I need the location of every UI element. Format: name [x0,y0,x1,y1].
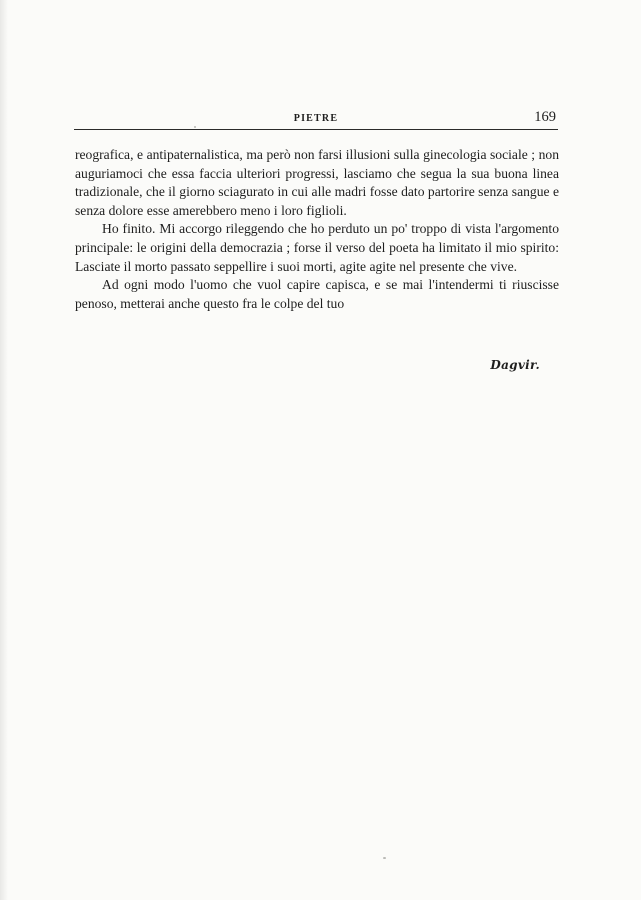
paragraph: Ad ogni modo l'uomo che vuol capire capisca, e se mai l'intendermi ti riuscisse penoso, metterai anche questo fra le colpe del tuo [75,277,559,311]
paper-speck [194,126,196,128]
page-number: 169 [534,109,556,125]
page-edge-shadow [0,0,8,900]
header-rule [74,129,558,130]
body-text [75,146,559,313]
author-signature: Dagvir. [490,358,540,372]
running-head: PIETRE [293,113,339,124]
paper-speck [383,857,386,859]
page-header [74,109,558,131]
paragraph-continuation: reografica, e antipaternalistica, ma però non farsi illusioni sulla ginecologia sociale ; non auguriamoci che essa faccia ulteriori progressi, lasciamo che segua la sua buona linea tradizionale, che il giorno sciagurato in cui alle madri fosse dato partorire senza sangue e senza dolore esse amerebbero meno i loro figlioli. [75,147,559,218]
paragraph: Ho finito. Mi accorgo rileggendo che ho perduto un po' troppo di vista l'argomento principale: le origini della democrazia ; forse il verso del poeta ha limitato il mio spirito: Lasciate il morto passato seppellire i suoi morti, agite agite nel presente che vive. [75,221,559,274]
